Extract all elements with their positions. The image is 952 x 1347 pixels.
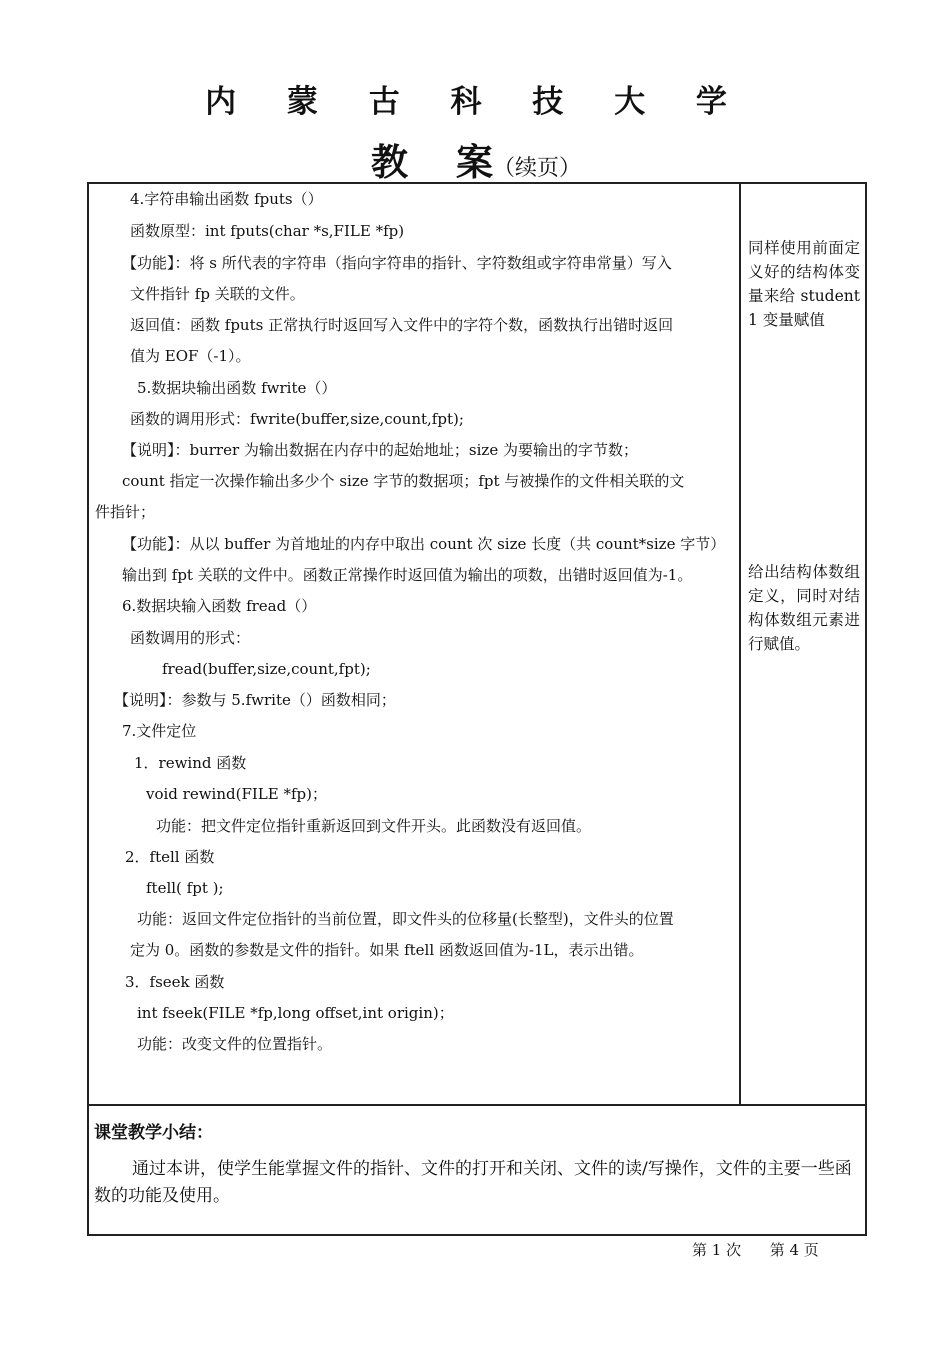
content-line: 5.数据块输出函数 fwrite（）	[137, 379, 337, 397]
side-note: 同样使用前面定义好的结构体变量来给 student1 变量赋值	[748, 239, 860, 329]
content-line: 1．rewind 函数	[134, 754, 247, 772]
content-line: 功能：返回文件定位指针的当前位置，即文件头的位移量(长整型)，文件头的位置	[137, 910, 674, 928]
content-line: 7.文件定位	[122, 722, 197, 740]
content-line: 定为 0。函数的参数是文件的指针。如果 ftell 函数返回值为-1L，表示出错。	[130, 941, 644, 959]
content-line: 文件指针 fp 关联的文件。	[130, 285, 305, 303]
content-line: 函数调用的形式：	[130, 629, 251, 647]
content-line: 【说明】：burrer 为输出数据在内存中的起始地址；size 为要输出的字节数；	[122, 441, 638, 459]
doc-title-char-1: 教	[370, 141, 408, 184]
content-line: 6.数据块输入函数 fread（）	[122, 597, 317, 615]
content-line: count 指定一次操作输出多少个 size 字节的数据项；fpt 与被操作的文件相关联的文	[122, 472, 685, 490]
page-number: 第 4 页	[769, 1241, 819, 1259]
university-name: 内 蒙 古 科 技 大 学	[205, 84, 747, 120]
row-divider	[87, 1104, 867, 1106]
content-line: 返回值：函数 fputs 正常执行时返回写入文件中的字符个数，函数执行出错时返回	[130, 316, 674, 334]
doc-title-suffix: （续页）	[492, 156, 581, 181]
session-number: 第 1 次	[692, 1241, 742, 1259]
content-line: 件指针；	[95, 503, 156, 521]
content-line: 函数原型：int fputs(char *s,FILE *fp)	[130, 222, 405, 240]
content-line: void rewind(FILE *fp)；	[146, 785, 327, 803]
content-line: 2．ftell 函数	[125, 848, 215, 866]
side-note: 给出结构体数组定义，同时对结构体数组元素进行赋值。	[748, 563, 860, 653]
document-title	[0, 132, 952, 186]
content-line: ftell( fpt );	[146, 879, 224, 897]
summary-text: 通过本讲，使学生能掌握文件的指针、文件的打开和关闭、文件的读/写操作，文件的主要一些函数的功能及使用。	[94, 1159, 852, 1206]
content-line: 输出到 fpt 关联的文件中。函数正常操作时返回值为输出的项数，出错时返回值为-1。	[122, 566, 693, 584]
content-line: 【功能】：将 s 所代表的字符串（指向字符串的指针、字符数组或字符串常量）写入	[122, 254, 672, 272]
content-line: 函数的调用形式：fwrite(buffer,size,count,fpt);	[130, 410, 464, 428]
summary-heading: 课堂教学小结：	[94, 1123, 213, 1143]
content-line: 功能：改变文件的位置指针。	[137, 1035, 333, 1053]
content-line: 3．fseek 函数	[125, 973, 225, 991]
content-line: 值为 EOF（-1）。	[130, 347, 251, 365]
content-line: 【功能】：从以 buffer 为首地址的内存中取出 count 次 size 长度（共 count*size 字节）	[122, 535, 726, 553]
doc-title-char-2: 案	[455, 141, 493, 184]
page-footer	[692, 1239, 819, 1260]
column-divider	[739, 182, 741, 1104]
content-line: int fseek(FILE *fp,long offset,int origin)；	[137, 1004, 454, 1022]
content-line: 【说明】：参数与 5.fwrite（）函数相同；	[114, 691, 396, 709]
content-line: fread(buffer,size,count,fpt);	[162, 660, 371, 678]
content-line: 功能：把文件定位指针重新返回到文件开头。此函数没有返回值。	[156, 817, 592, 835]
content-line: 4.字符串输出函数 fputs（）	[130, 190, 323, 208]
